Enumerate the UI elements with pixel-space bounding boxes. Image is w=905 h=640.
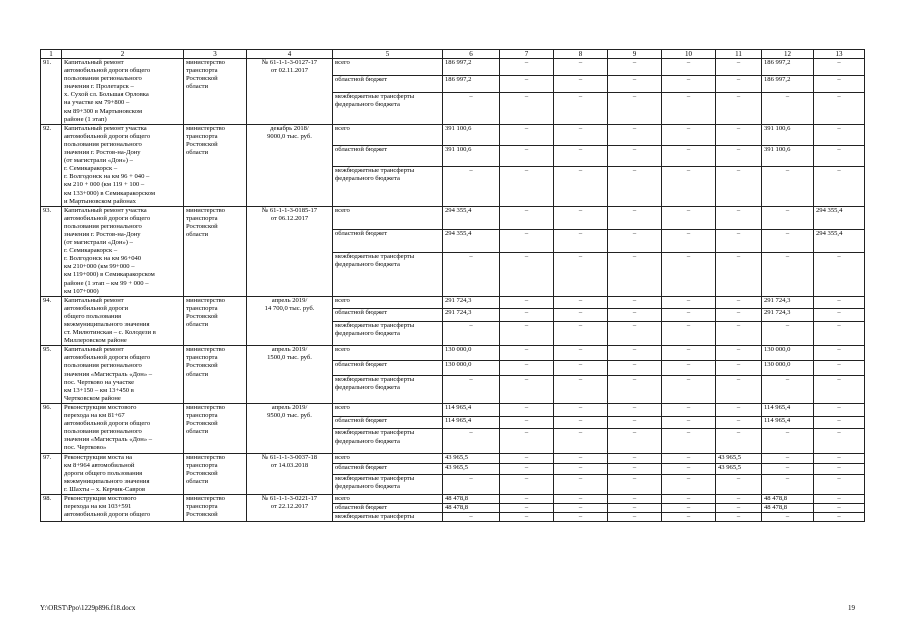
amount-cell: –	[500, 296, 554, 309]
amount-cell: –	[443, 252, 500, 296]
table-row	[41, 494, 865, 503]
amount-cell: –	[500, 75, 554, 92]
funding-source: областной бюджет	[333, 361, 443, 376]
funding-source: межбюджетные трансферты федерального бюджета	[333, 92, 443, 124]
amount-cell: –	[608, 59, 662, 76]
amount-cell: –	[608, 453, 662, 464]
amount-cell: –	[608, 403, 662, 416]
amount-cell: –	[608, 504, 662, 513]
amount-cell: –	[554, 346, 608, 361]
amount-cell: –	[608, 206, 662, 229]
amount-cell: –	[762, 513, 814, 522]
amount-cell: 43 965,5	[716, 464, 762, 475]
amount-cell: –	[716, 375, 762, 403]
amount-cell: –	[500, 252, 554, 296]
amount-cell: –	[814, 309, 865, 322]
customer: министерство транспорта Ростовской области	[184, 453, 247, 494]
amount-cell: –	[608, 375, 662, 403]
amount-cell: 130 000,0	[443, 361, 500, 376]
amount-cell: –	[443, 513, 500, 522]
customer: министерство транспорта Ростовской области	[184, 346, 247, 404]
amount-cell: –	[814, 145, 865, 166]
amount-cell: –	[716, 145, 762, 166]
amount-cell: –	[814, 494, 865, 503]
amount-cell: –	[554, 206, 608, 229]
amount-cell: –	[662, 474, 716, 494]
amount-cell: –	[608, 429, 662, 453]
amount-cell: –	[814, 252, 865, 296]
amount-cell: –	[554, 322, 608, 346]
amount-cell: –	[500, 92, 554, 124]
amount-cell: –	[500, 59, 554, 76]
amount-cell: –	[554, 145, 608, 166]
amount-cell: –	[500, 361, 554, 376]
amount-cell: –	[554, 429, 608, 453]
table-row	[41, 453, 865, 464]
amount-cell: –	[762, 464, 814, 475]
row-number: 91.	[41, 59, 62, 125]
amount-cell: –	[608, 252, 662, 296]
amount-cell: –	[554, 252, 608, 296]
amount-cell: –	[608, 296, 662, 309]
amount-cell: 114 965,4	[443, 416, 500, 429]
amount-cell: –	[608, 474, 662, 494]
amount-cell: –	[608, 322, 662, 346]
amount-cell: –	[814, 403, 865, 416]
amount-cell: –	[716, 166, 762, 206]
object-name: Капитальный ремонт участка автомобильной дороги общего пользования регионального значения г. Ростов-на-Дону (от магистрали «Дон») – г. Семикаракорск – г. Волгодонск на км 96 + 040 – км 210 + 000 (км 119 + 100 – км 133+000) в Семикаракорском и Мартыновском районах	[62, 124, 184, 206]
table-row	[41, 346, 865, 361]
amount-cell: –	[716, 75, 762, 92]
table-row	[41, 59, 865, 76]
amount-cell: –	[554, 403, 608, 416]
amount-cell: –	[500, 322, 554, 346]
amount-cell: –	[500, 416, 554, 429]
amount-cell: –	[814, 75, 865, 92]
amount-cell: –	[608, 464, 662, 475]
amount-cell: –	[762, 252, 814, 296]
amount-cell: 48 478,8	[443, 494, 500, 503]
amount-cell: –	[814, 513, 865, 522]
amount-cell: 391 100,6	[443, 145, 500, 166]
object-name: Реконструкция моста на км 8+964 автомобильной дороги общего пользования межмуниципального значения г. Шахты – х. Керчик-Савров	[62, 453, 184, 494]
row-number: 92.	[41, 124, 62, 206]
page-number: 19	[848, 604, 855, 612]
amount-cell: –	[662, 252, 716, 296]
amount-cell: –	[716, 92, 762, 124]
amount-cell: –	[554, 464, 608, 475]
amount-cell: –	[443, 375, 500, 403]
amount-cell: –	[662, 429, 716, 453]
header-cell: 4	[247, 50, 333, 59]
amount-cell: –	[662, 361, 716, 376]
amount-cell: –	[608, 124, 662, 145]
header-cell: 5	[333, 50, 443, 59]
amount-cell: –	[662, 75, 716, 92]
amount-cell: –	[608, 494, 662, 503]
amount-cell: –	[716, 229, 762, 252]
document-info: № 61-1-1-3-0185-17 от 06.12.2017	[247, 206, 333, 296]
row-number: 96.	[41, 403, 62, 453]
customer: министерство транспорта Ростовской области	[184, 59, 247, 125]
header-cell: 1	[41, 50, 62, 59]
amount-cell: –	[500, 229, 554, 252]
customer: министерство транспорта Ростовской области	[184, 124, 247, 206]
amount-cell: –	[762, 453, 814, 464]
amount-cell: –	[662, 375, 716, 403]
amount-cell: –	[500, 513, 554, 522]
amount-cell: –	[814, 322, 865, 346]
row-number: 95.	[41, 346, 62, 404]
amount-cell: –	[500, 453, 554, 464]
object-name: Реконструкция мостового перехода на км 81+67 автомобильной дороги общего пользования регионального значения «Магистраль «Дон» – пос. Чертково»	[62, 403, 184, 453]
amount-cell: –	[716, 416, 762, 429]
amount-cell: –	[608, 75, 662, 92]
amount-cell: 291 724,3	[762, 309, 814, 322]
amount-cell: –	[762, 92, 814, 124]
amount-cell: –	[762, 474, 814, 494]
header-cell: 13	[814, 50, 865, 59]
amount-cell: –	[662, 416, 716, 429]
amount-cell: –	[814, 504, 865, 513]
amount-cell: –	[662, 124, 716, 145]
amount-cell: –	[662, 229, 716, 252]
amount-cell: –	[814, 453, 865, 464]
amount-cell: –	[608, 92, 662, 124]
amount-cell: –	[662, 59, 716, 76]
amount-cell: –	[716, 252, 762, 296]
amount-cell: –	[500, 403, 554, 416]
funding-source: всего	[333, 124, 443, 145]
amount-cell: –	[500, 504, 554, 513]
amount-cell: –	[662, 145, 716, 166]
funding-source: всего	[333, 59, 443, 76]
object-name: Капитальный ремонт автомобильной дороги общего пользования регионального значения г. Пролетарск – х. Сухой сл. Большая Орловка на участке км 79+800 – км 89+300 в Мартыновском районе (1 этап)	[62, 59, 184, 125]
amount-cell: –	[716, 429, 762, 453]
amount-cell: –	[662, 322, 716, 346]
funding-source: всего	[333, 494, 443, 503]
amount-cell: –	[762, 166, 814, 206]
amount-cell: –	[554, 59, 608, 76]
amount-cell: –	[762, 206, 814, 229]
amount-cell: –	[443, 474, 500, 494]
amount-cell: 291 724,3	[443, 309, 500, 322]
funding-source: межбюджетные трансферты	[333, 513, 443, 522]
funding-source: межбюджетные трансферты федерального бюджета	[333, 474, 443, 494]
amount-cell: 130 000,0	[762, 361, 814, 376]
document-info: апрель 2019/ 9500,0 тыс. руб.	[247, 403, 333, 453]
table-body	[41, 50, 865, 522]
amount-cell: 291 724,3	[443, 296, 500, 309]
amount-cell: –	[814, 416, 865, 429]
amount-cell: –	[608, 513, 662, 522]
amount-cell: –	[500, 166, 554, 206]
table-row	[41, 296, 865, 309]
table-row	[41, 124, 865, 145]
funding-source: областной бюджет	[333, 145, 443, 166]
funding-source: всего	[333, 296, 443, 309]
amount-cell: –	[662, 206, 716, 229]
header-cell: 9	[608, 50, 662, 59]
amount-cell: –	[554, 504, 608, 513]
row-number: 93.	[41, 206, 62, 296]
amount-cell: –	[814, 59, 865, 76]
amount-cell: 43 965,5	[716, 453, 762, 464]
amount-cell: 186 997,2	[443, 59, 500, 76]
amount-cell: 43 965,5	[443, 453, 500, 464]
funding-source: областной бюджет	[333, 416, 443, 429]
amount-cell: 48 478,8	[762, 494, 814, 503]
amount-cell: –	[716, 346, 762, 361]
amount-cell: –	[554, 474, 608, 494]
amount-cell: –	[500, 124, 554, 145]
object-name: Капитальный ремонт участка автомобильной дороги общего пользования регионального значения г. Ростов-на-Дону (от магистрали «Дон») – г. Семикаракорск – г. Волгодонск на км 96+040 км 210+000 (км 99+000 – км 119+000) в Семикаракорском районе (1 этап – км 99 + 000 – км 107+000)	[62, 206, 184, 296]
object-name: Реконструкция мостового перехода на км 103+591 автомобильной дороги общего	[62, 494, 184, 521]
row-number: 94.	[41, 296, 62, 346]
document-info: апрель 2019/ 1500,0 тыс. руб.	[247, 346, 333, 404]
header-cell: 2	[62, 50, 184, 59]
amount-cell: –	[716, 513, 762, 522]
amount-cell: –	[500, 346, 554, 361]
table-row	[41, 206, 865, 229]
amount-cell: –	[662, 403, 716, 416]
document-info: № 61-1-1-3-0037-18 от 14.03.2018	[247, 453, 333, 494]
amount-cell: –	[500, 494, 554, 503]
amount-cell: 294 355,4	[443, 206, 500, 229]
amount-cell: –	[500, 429, 554, 453]
funding-source: межбюджетные трансферты федерального бюджета	[333, 322, 443, 346]
header-cell: 6	[443, 50, 500, 59]
funding-source: межбюджетные трансферты федерального бюджета	[333, 429, 443, 453]
row-number: 97.	[41, 453, 62, 494]
amount-cell: –	[662, 504, 716, 513]
amount-cell: 130 000,0	[443, 346, 500, 361]
amount-cell: –	[662, 166, 716, 206]
amount-cell: 391 100,6	[762, 145, 814, 166]
amount-cell: –	[762, 229, 814, 252]
customer: министерство транспорта Ростовской области	[184, 206, 247, 296]
amount-cell: –	[814, 375, 865, 403]
amount-cell: –	[554, 166, 608, 206]
amount-cell: –	[762, 322, 814, 346]
amount-cell: –	[608, 346, 662, 361]
amount-cell: –	[554, 513, 608, 522]
document-info: декабрь 2018/ 9000,0 тыс. руб.	[247, 124, 333, 206]
customer: министерство транспорта Ростовской области	[184, 403, 247, 453]
budget-table-sheet	[40, 49, 864, 522]
amount-cell: –	[762, 375, 814, 403]
amount-cell: 391 100,6	[443, 124, 500, 145]
column-number-header	[41, 50, 865, 59]
amount-cell: –	[662, 494, 716, 503]
header-cell: 8	[554, 50, 608, 59]
amount-cell: 130 000,0	[762, 346, 814, 361]
amount-cell: –	[443, 166, 500, 206]
funding-source: межбюджетные трансферты федерального бюджета	[333, 166, 443, 206]
amount-cell: –	[814, 464, 865, 475]
amount-cell: –	[554, 416, 608, 429]
customer: министерство транспорта Ростовской области	[184, 296, 247, 346]
amount-cell: 186 997,2	[762, 75, 814, 92]
amount-cell: 114 965,4	[762, 416, 814, 429]
amount-cell: –	[608, 361, 662, 376]
amount-cell: –	[662, 296, 716, 309]
funding-source: межбюджетные трансферты федерального бюджета	[333, 375, 443, 403]
amount-cell: –	[608, 229, 662, 252]
amount-cell: –	[500, 474, 554, 494]
amount-cell: –	[554, 361, 608, 376]
amount-cell: 294 355,4	[814, 206, 865, 229]
amount-cell: –	[662, 513, 716, 522]
amount-cell: –	[814, 429, 865, 453]
amount-cell: 43 965,5	[443, 464, 500, 475]
funding-source: межбюджетные трансферты федерального бюджета	[333, 252, 443, 296]
amount-cell: –	[662, 453, 716, 464]
amount-cell: 294 355,4	[443, 229, 500, 252]
amount-cell: –	[716, 504, 762, 513]
amount-cell: –	[608, 166, 662, 206]
amount-cell: –	[500, 309, 554, 322]
header-cell: 7	[500, 50, 554, 59]
amount-cell: –	[500, 206, 554, 229]
amount-cell: –	[814, 361, 865, 376]
amount-cell: –	[500, 464, 554, 475]
amount-cell: –	[814, 166, 865, 206]
customer: министерство транспорта Ростовской	[184, 494, 247, 521]
amount-cell: –	[716, 296, 762, 309]
amount-cell: 291 724,3	[762, 296, 814, 309]
amount-cell: –	[554, 309, 608, 322]
amount-cell: 48 478,8	[443, 504, 500, 513]
amount-cell: –	[716, 474, 762, 494]
amount-cell: 186 997,2	[762, 59, 814, 76]
funding-source: областной бюджет	[333, 504, 443, 513]
amount-cell: –	[500, 145, 554, 166]
amount-cell: 186 997,2	[443, 75, 500, 92]
funding-source: областной бюджет	[333, 75, 443, 92]
amount-cell: –	[554, 453, 608, 464]
amount-cell: –	[608, 416, 662, 429]
header-cell: 10	[662, 50, 716, 59]
amount-cell: –	[716, 309, 762, 322]
amount-cell: –	[716, 124, 762, 145]
amount-cell: –	[500, 375, 554, 403]
amount-cell: –	[716, 403, 762, 416]
amount-cell: –	[716, 206, 762, 229]
amount-cell: –	[554, 494, 608, 503]
amount-cell: –	[554, 124, 608, 145]
amount-cell: 48 478,8	[762, 504, 814, 513]
amount-cell: –	[443, 429, 500, 453]
amount-cell: –	[662, 92, 716, 124]
amount-cell: –	[662, 346, 716, 361]
row-number: 98.	[41, 494, 62, 521]
amount-cell: –	[716, 361, 762, 376]
amount-cell: –	[814, 296, 865, 309]
funding-source: всего	[333, 453, 443, 464]
amount-cell: –	[608, 309, 662, 322]
amount-cell: –	[814, 474, 865, 494]
header-cell: 11	[716, 50, 762, 59]
amount-cell: –	[716, 322, 762, 346]
amount-cell: –	[716, 494, 762, 503]
budget-table	[40, 49, 865, 522]
header-cell: 12	[762, 50, 814, 59]
amount-cell: 114 965,4	[443, 403, 500, 416]
object-name: Капитальный ремонт автомобильной дороги общего пользования межмуниципального значения ст. Милютинская – с. Колодези в Миллеровском районе	[62, 296, 184, 346]
funding-source: всего	[333, 206, 443, 229]
amount-cell: –	[443, 322, 500, 346]
funding-source: областной бюджет	[333, 464, 443, 475]
amount-cell: –	[554, 92, 608, 124]
funding-source: всего	[333, 403, 443, 416]
amount-cell: –	[554, 375, 608, 403]
funding-source: областной бюджет	[333, 309, 443, 322]
amount-cell: –	[716, 59, 762, 76]
amount-cell: –	[554, 229, 608, 252]
document-info: № 61-1-1-3-0127-17 от 02.11.2017	[247, 59, 333, 125]
amount-cell: 391 100,6	[762, 124, 814, 145]
amount-cell: –	[662, 309, 716, 322]
amount-cell: –	[814, 346, 865, 361]
table-row	[41, 403, 865, 416]
funding-source: всего	[333, 346, 443, 361]
amount-cell: –	[814, 124, 865, 145]
header-cell: 3	[184, 50, 247, 59]
amount-cell: 294 355,4	[814, 229, 865, 252]
funding-source: областной бюджет	[333, 229, 443, 252]
amount-cell: –	[443, 92, 500, 124]
amount-cell: –	[608, 145, 662, 166]
document-info: апрель 2019/ 14 700,0 тыс. руб.	[247, 296, 333, 346]
document-info: № 61-1-1-3-0221-17 от 22.12.2017	[247, 494, 333, 521]
amount-cell: –	[662, 464, 716, 475]
file-path-footer: Y:\ORST\Ppo\1229p896.f18.docx	[40, 604, 136, 612]
amount-cell: –	[762, 429, 814, 453]
object-name: Капитальный ремонт автомобильной дороги общего пользования регионального значения «Магистраль «Дон» – пос. Чертково на участке км 13+150 – км 13+450 в Чертковском районе	[62, 346, 184, 404]
amount-cell: –	[554, 75, 608, 92]
amount-cell: –	[814, 92, 865, 124]
amount-cell: 114 965,4	[762, 403, 814, 416]
amount-cell: –	[554, 296, 608, 309]
